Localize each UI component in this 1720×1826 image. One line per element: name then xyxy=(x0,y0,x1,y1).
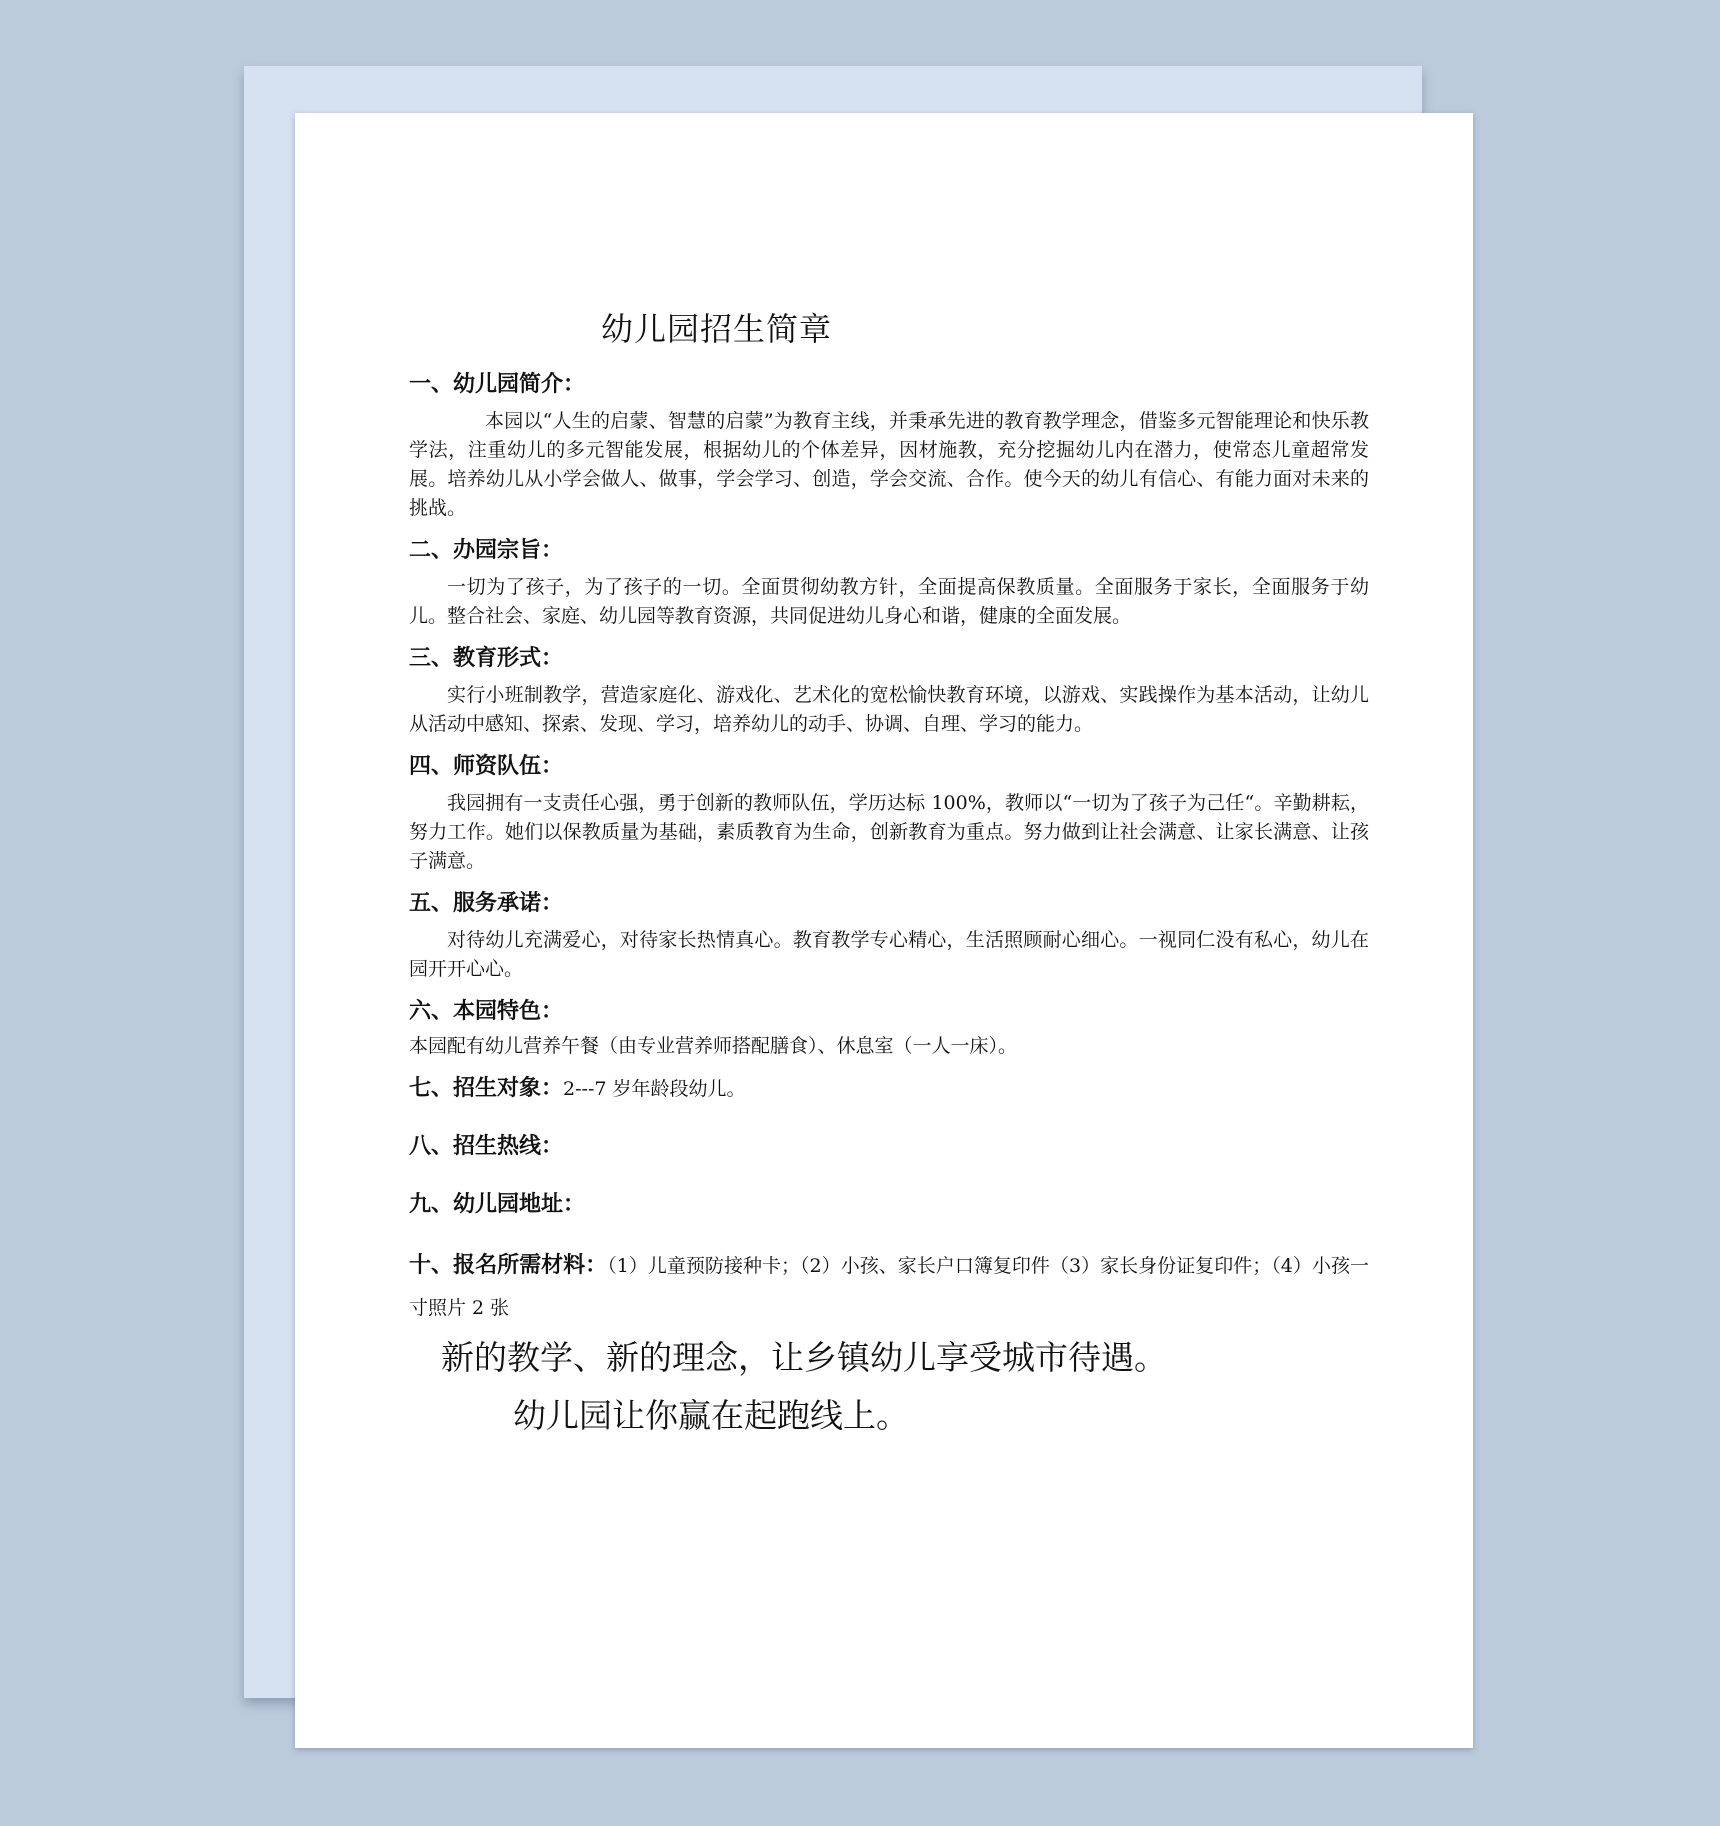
section-heading: 六、本园特色： xyxy=(409,999,564,1024)
section-enrollment-target xyxy=(409,1071,1369,1107)
section-service xyxy=(409,886,1369,984)
document-page xyxy=(295,113,1473,1748)
section-body: 我园拥有一支责任心强，勇于创新的教师队伍，学历达标 100%，教师以“一切为了孩子为己任“。辛勤耕耘，努力工作。她们以保教质量为基础，素质教育为生命，创新教育为重点。努力做到让社会满意、让家长满意、让孩子满意。 xyxy=(409,792,1369,872)
section-heading: 十、报名所需材料： xyxy=(409,1253,608,1278)
section-heading: 一、幼儿园简介： xyxy=(409,372,586,397)
section-teachers xyxy=(409,749,1369,876)
section-heading xyxy=(409,1071,1369,1107)
section-purpose xyxy=(409,533,1369,631)
section-heading: 三、教育形式： xyxy=(409,646,564,671)
section-heading: 五、服务承诺： xyxy=(409,891,564,916)
section-education-form xyxy=(409,641,1369,739)
section-features xyxy=(409,994,1369,1061)
page-title: 幼儿园招生简章 xyxy=(601,310,833,348)
slogan-line-2: 幼儿园让你赢在起跑线上。 xyxy=(513,1396,909,1435)
slogan-line-1: 新的教学、新的理念，让乡镇幼儿享受城市待遇。 xyxy=(441,1338,1167,1377)
section-heading: 八、招生热线： xyxy=(409,1134,564,1159)
section-body: 本园以“人生的启蒙、智慧的启蒙”为教育主线，并秉承先进的教育教学理念，借鉴多元智能理论和快乐教学法，注重幼儿的多元智能发展，根据幼儿的个体差异，因材施教，充分挖掘幼儿内在潜力，使常态儿童超常发展。培养幼儿从小学会做人、做事，学会学习、创造，学会交流、合作。使今天的幼儿有信心、有能力面对未来的挑战。 xyxy=(409,410,1369,519)
materials-list: （1）儿童预防接种卡；（2）小孩、家长户口簿复印件（3）家长身份证复印件；（4）小孩一寸照片 2 张 xyxy=(409,1255,1369,1319)
section-materials xyxy=(409,1245,1369,1329)
enrollment-age-range: 2---7 岁年龄段幼儿。 xyxy=(563,1078,746,1100)
heading-label: 七、招生对象： xyxy=(409,1076,564,1101)
section-hotline xyxy=(409,1129,1369,1165)
section-intro xyxy=(409,367,1369,523)
section-address xyxy=(409,1187,1369,1223)
section-heading: 九、幼儿园地址： xyxy=(409,1192,586,1217)
document-body xyxy=(409,301,1369,1445)
section-body: 一切为了孩子，为了孩子的一切。全面贯彻幼教方针，全面提高保教质量。全面服务于家长，全面服务于幼儿。整合社会、家庭、幼儿园等教育资源，共同促进幼儿身心和谐，健康的全面发展。 xyxy=(409,576,1369,627)
section-heading: 二、办园宗旨： xyxy=(409,538,564,563)
section-body: 对待幼儿充满爱心，对待家长热情真心。教育教学专心精心，生活照顾耐心细心。一视同仁没有私心，幼儿在园开开心心。 xyxy=(409,929,1369,980)
section-body: 实行小班制教学，营造家庭化、游戏化、艺术化的宽松愉快教育环境，以游戏、实践操作为基本活动，让幼儿从活动中感知、探索、发现、学习，培养幼儿的动手、协调、自理、学习的能力。 xyxy=(409,684,1369,735)
section-body: 本园配有幼儿营养午餐（由专业营养师搭配膳食）、休息室（一人一床）。 xyxy=(409,1035,1018,1057)
section-heading: 四、师资队伍： xyxy=(409,754,564,779)
